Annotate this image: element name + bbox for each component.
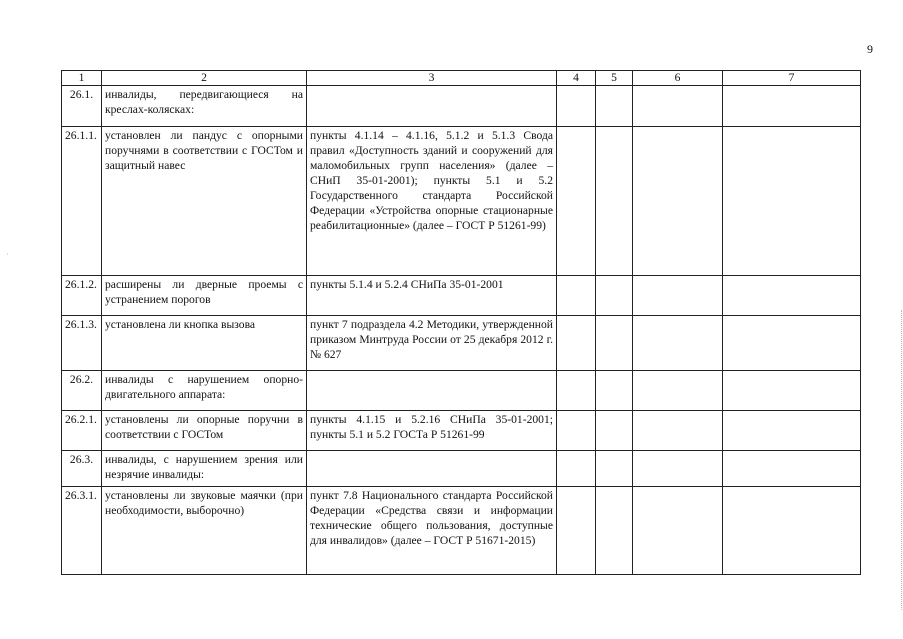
empty-cell xyxy=(596,371,633,411)
row-number: 26.2. xyxy=(62,371,102,411)
table-row xyxy=(62,411,861,451)
row-reference xyxy=(307,451,557,487)
row-text: установлен ли пандус с опорными поручнями в соответствии с ГОСТом и защитный навес xyxy=(102,127,307,276)
empty-cell xyxy=(596,451,633,487)
empty-cell xyxy=(557,316,596,371)
row-reference: пункт 7.8 Национального стандарта Российской Федерации «Средства связи и информации технические общего пользования, доступные для инвалидов» (далее – ГОСТ Р 51671-2015) xyxy=(307,487,557,575)
column-header: 5 xyxy=(596,71,633,86)
column-header: 3 xyxy=(307,71,557,86)
empty-cell xyxy=(596,316,633,371)
row-number: 26.1.3. xyxy=(62,316,102,371)
empty-cell xyxy=(557,411,596,451)
empty-cell xyxy=(723,127,861,276)
empty-cell xyxy=(557,276,596,316)
table-row xyxy=(62,316,861,371)
section-title: инвалиды, передвигающиеся на креслах-колясках: xyxy=(102,86,307,127)
row-number: 26.1. xyxy=(62,86,102,127)
column-header: 7 xyxy=(723,71,861,86)
empty-cell xyxy=(633,451,723,487)
empty-cell xyxy=(557,86,596,127)
empty-cell xyxy=(596,127,633,276)
empty-cell xyxy=(633,411,723,451)
table-row xyxy=(62,276,861,316)
empty-cell xyxy=(633,86,723,127)
row-reference xyxy=(307,371,557,411)
table-row xyxy=(62,86,861,127)
row-text: расширены ли дверные проемы с устранением порогов xyxy=(102,276,307,316)
row-reference: пункты 4.1.14 – 4.1.16, 5.1.2 и 5.1.3 Свода правил «Доступность зданий и сооружений для маломобильных групп населения» (далее – СНиП 35-01-2001); пункты 5.1 и 5.2 Государственного стандарта Российской Федерации «Устройства опорные стационарные реабилитационные» (далее – ГОСТ Р 51261-99) xyxy=(307,127,557,276)
table-row xyxy=(62,371,861,411)
row-reference xyxy=(307,86,557,127)
empty-cell xyxy=(557,127,596,276)
empty-cell xyxy=(596,276,633,316)
empty-cell xyxy=(723,86,861,127)
page-number: 9 xyxy=(867,42,873,56)
empty-cell xyxy=(557,451,596,487)
section-title: инвалиды, с нарушением зрения или незрячие инвалиды: xyxy=(102,451,307,487)
row-text: установлены ли звуковые маячки (при необходимости, выборочно) xyxy=(102,487,307,575)
empty-cell xyxy=(723,371,861,411)
table-header-row xyxy=(62,71,861,86)
empty-cell xyxy=(596,487,633,575)
empty-cell xyxy=(723,276,861,316)
column-header: 1 xyxy=(62,71,102,86)
table-row xyxy=(62,451,861,487)
row-reference: пункт 7 подраздела 4.2 Методики, утвержденной приказом Минтруда России от 25 декабря 2012 г. № 627 xyxy=(307,316,557,371)
section-title: инвалиды с нарушением опорно-двигательного аппарата: xyxy=(102,371,307,411)
row-number: 26.3.1. xyxy=(62,487,102,575)
checklist-table xyxy=(61,70,861,575)
row-text: установлены ли опорные поручни в соответствии с ГОСТом xyxy=(102,411,307,451)
empty-cell xyxy=(723,411,861,451)
row-reference: пункты 5.1.4 и 5.2.4 СНиПа 35-01-2001 xyxy=(307,276,557,316)
empty-cell xyxy=(557,487,596,575)
empty-cell xyxy=(723,451,861,487)
table-row xyxy=(62,127,861,276)
empty-cell xyxy=(596,86,633,127)
scan-speck: · xyxy=(6,250,9,259)
table-row xyxy=(62,487,861,575)
empty-cell xyxy=(633,127,723,276)
row-number: 26.3. xyxy=(62,451,102,487)
column-header: 2 xyxy=(102,71,307,86)
empty-cell xyxy=(723,316,861,371)
empty-cell xyxy=(633,371,723,411)
empty-cell xyxy=(633,487,723,575)
scan-edge-line xyxy=(900,310,902,610)
row-number: 26.1.1. xyxy=(62,127,102,276)
empty-cell xyxy=(557,371,596,411)
row-number: 26.2.1. xyxy=(62,411,102,451)
empty-cell xyxy=(723,487,861,575)
empty-cell xyxy=(633,276,723,316)
empty-cell xyxy=(596,411,633,451)
column-header: 4 xyxy=(557,71,596,86)
row-number: 26.1.2. xyxy=(62,276,102,316)
row-reference: пункты 4.1.15 и 5.2.16 СНиПа 35-01-2001; пункты 5.1 и 5.2 ГОСТа Р 51261-99 xyxy=(307,411,557,451)
row-text: установлена ли кнопка вызова xyxy=(102,316,307,371)
column-header: 6 xyxy=(633,71,723,86)
empty-cell xyxy=(633,316,723,371)
